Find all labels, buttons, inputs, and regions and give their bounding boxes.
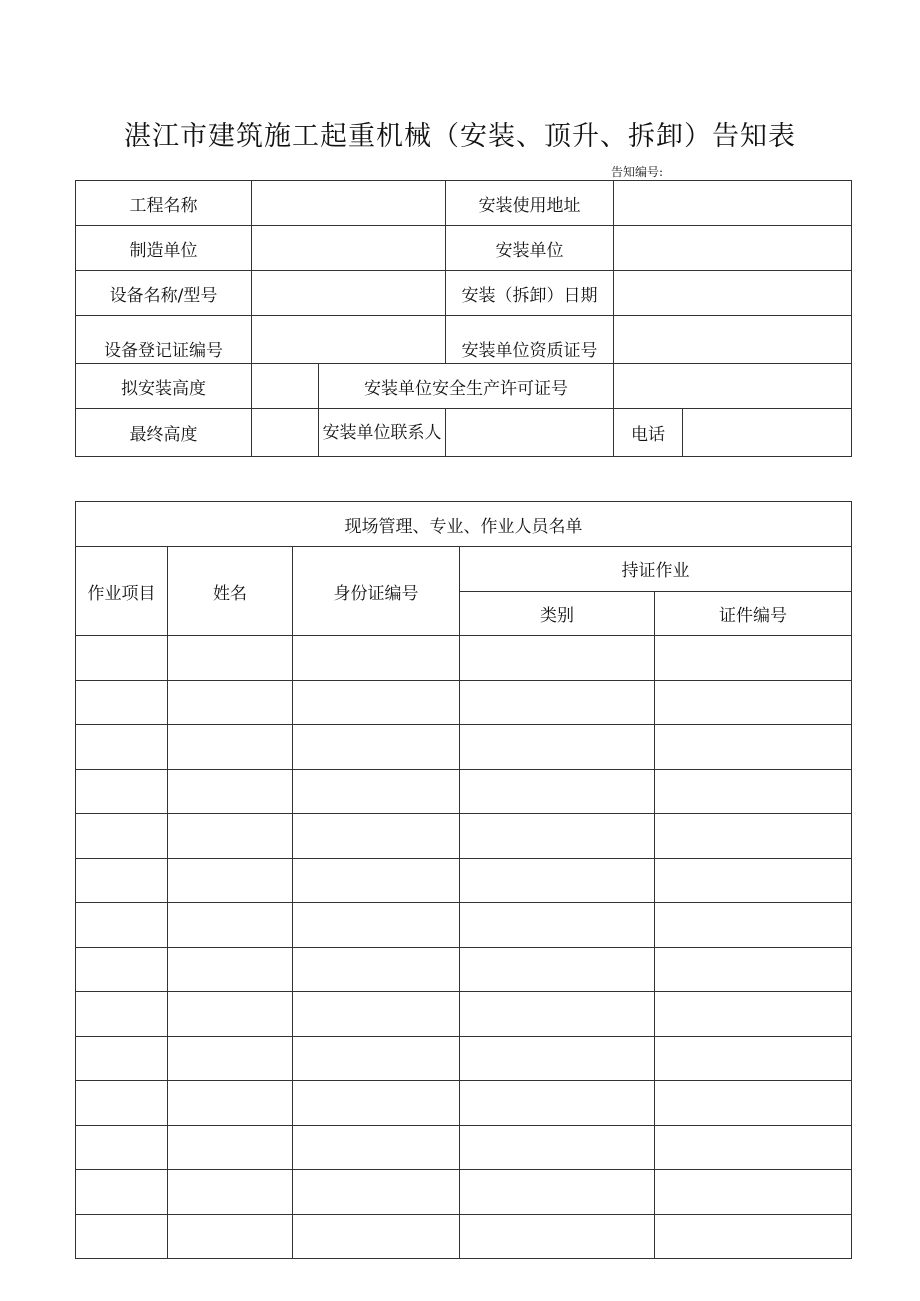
personnel-row [76, 1214, 852, 1259]
col-name-header: 姓名 [168, 547, 293, 636]
category-cell[interactable] [460, 1214, 655, 1259]
personnel-row [76, 1125, 852, 1170]
cert-no-cell[interactable] [655, 1214, 852, 1259]
equipment-field[interactable] [252, 271, 446, 316]
cert-no-cell[interactable] [655, 680, 852, 725]
cert-no-cell[interactable] [655, 814, 852, 859]
form-title: 湛江市建筑施工起重机械（安装、顶升、拆卸）告知表 [124, 121, 796, 152]
personnel-row [76, 903, 852, 948]
item-cell[interactable] [76, 814, 168, 859]
item-cell[interactable] [76, 725, 168, 770]
id-cell[interactable] [293, 992, 460, 1037]
category-cell[interactable] [460, 814, 655, 859]
col-id-header: 身份证编号 [293, 547, 460, 636]
name-cell[interactable] [168, 1081, 293, 1126]
qualification-no-label: 安装单位资质证号 [446, 316, 614, 364]
section-row [76, 502, 852, 547]
category-cell[interactable] [460, 1170, 655, 1215]
info-row [76, 364, 852, 409]
info-table [75, 180, 852, 457]
info-row [76, 226, 852, 271]
item-cell[interactable] [76, 903, 168, 948]
cert-no-cell[interactable] [655, 992, 852, 1037]
name-cell[interactable] [168, 725, 293, 770]
info-row [76, 181, 852, 226]
name-cell[interactable] [168, 947, 293, 992]
install-address-label: 安装使用地址 [446, 181, 614, 226]
item-cell[interactable] [76, 858, 168, 903]
name-cell[interactable] [168, 992, 293, 1037]
col-category-header: 类别 [460, 591, 655, 636]
cert-no-cell[interactable] [655, 903, 852, 948]
name-cell[interactable] [168, 1036, 293, 1081]
name-cell[interactable] [168, 1170, 293, 1215]
category-cell[interactable] [460, 992, 655, 1037]
category-cell[interactable] [460, 1125, 655, 1170]
item-cell[interactable] [76, 636, 168, 681]
category-cell[interactable] [460, 1081, 655, 1126]
col-cert-no-header: 证件编号 [655, 591, 852, 636]
personnel-row [76, 725, 852, 770]
registration-no-label: 设备登记证编号 [76, 316, 252, 364]
notice-number-label: 告知编号: [611, 165, 664, 179]
manufacturer-field[interactable] [252, 226, 446, 271]
col-item-header: 作业项目 [76, 547, 168, 636]
project-name-label: 工程名称 [76, 181, 252, 226]
category-cell[interactable] [460, 636, 655, 681]
id-cell[interactable] [293, 1214, 460, 1259]
safety-license-label: 安装单位安全生产许可证号 [319, 364, 614, 409]
personnel-row [76, 636, 852, 681]
item-cell[interactable] [76, 947, 168, 992]
category-cell[interactable] [460, 858, 655, 903]
contact-label: 安装单位联系人 [319, 409, 446, 457]
info-row [76, 409, 852, 457]
cert-no-cell[interactable] [655, 947, 852, 992]
id-cell[interactable] [293, 858, 460, 903]
name-cell[interactable] [168, 1125, 293, 1170]
cert-no-cell[interactable] [655, 858, 852, 903]
id-cell[interactable] [293, 1081, 460, 1126]
name-cell[interactable] [168, 680, 293, 725]
cert-no-cell[interactable] [655, 725, 852, 770]
personnel-table [75, 501, 852, 1259]
category-cell[interactable] [460, 903, 655, 948]
personnel-row [76, 992, 852, 1037]
category-cell[interactable] [460, 947, 655, 992]
contact-field[interactable] [446, 409, 614, 457]
id-cell[interactable] [293, 947, 460, 992]
final-height-field[interactable] [252, 409, 319, 457]
id-cell[interactable] [293, 725, 460, 770]
personnel-row [76, 1081, 852, 1126]
item-cell[interactable] [76, 1081, 168, 1126]
name-cell[interactable] [168, 769, 293, 814]
item-cell[interactable] [76, 1036, 168, 1081]
id-cell[interactable] [293, 769, 460, 814]
cert-no-cell[interactable] [655, 1125, 852, 1170]
manufacturer-label: 制造单位 [76, 226, 252, 271]
item-cell[interactable] [76, 769, 168, 814]
item-cell[interactable] [76, 1125, 168, 1170]
qualification-no-field[interactable] [614, 316, 852, 364]
category-cell[interactable] [460, 1036, 655, 1081]
item-cell[interactable] [76, 1170, 168, 1215]
project-name-field[interactable] [252, 181, 446, 226]
safety-license-field[interactable] [614, 364, 852, 409]
personnel-row [76, 814, 852, 859]
final-height-label: 最终高度 [76, 409, 252, 457]
planned-height-field[interactable] [252, 364, 319, 409]
id-cell[interactable] [293, 903, 460, 948]
personnel-row [76, 1036, 852, 1081]
installer-label: 安装单位 [446, 226, 614, 271]
install-date-label: 安装（拆卸）日期 [446, 271, 614, 316]
phone-label: 电话 [614, 409, 683, 457]
category-cell[interactable] [460, 725, 655, 770]
category-cell[interactable] [460, 680, 655, 725]
header-row [76, 547, 852, 592]
personnel-row [76, 947, 852, 992]
item-cell[interactable] [76, 680, 168, 725]
name-cell[interactable] [168, 1214, 293, 1259]
id-cell[interactable] [293, 814, 460, 859]
cert-no-cell[interactable] [655, 636, 852, 681]
id-cell[interactable] [293, 1036, 460, 1081]
category-cell[interactable] [460, 769, 655, 814]
registration-no-field[interactable] [252, 316, 446, 364]
item-cell[interactable] [76, 992, 168, 1037]
phone-field[interactable] [683, 409, 852, 457]
cert-no-cell[interactable] [655, 1170, 852, 1215]
info-row [76, 316, 852, 364]
personnel-row [76, 680, 852, 725]
id-cell[interactable] [293, 636, 460, 681]
info-row [76, 271, 852, 316]
name-cell[interactable] [168, 814, 293, 859]
id-cell[interactable] [293, 1170, 460, 1215]
cert-no-cell[interactable] [655, 1081, 852, 1126]
equipment-label: 设备名称/型号 [76, 271, 252, 316]
cert-no-cell[interactable] [655, 769, 852, 814]
col-cert-header: 持证作业 [460, 547, 852, 592]
personnel-row [76, 858, 852, 903]
personnel-row [76, 769, 852, 814]
name-cell[interactable] [168, 903, 293, 948]
install-date-field[interactable] [614, 271, 852, 316]
personnel-row [76, 1170, 852, 1215]
name-cell[interactable] [168, 858, 293, 903]
id-cell[interactable] [293, 680, 460, 725]
name-cell[interactable] [168, 636, 293, 681]
id-cell[interactable] [293, 1125, 460, 1170]
installer-field[interactable] [614, 226, 852, 271]
cert-no-cell[interactable] [655, 1036, 852, 1081]
item-cell[interactable] [76, 1214, 168, 1259]
form-frame [75, 180, 851, 1216]
install-address-field[interactable] [614, 181, 852, 226]
personnel-rows [76, 636, 852, 1259]
planned-height-label: 拟安装高度 [76, 364, 252, 409]
personnel-section-title: 现场管理、专业、作业人员名单 [76, 502, 852, 547]
